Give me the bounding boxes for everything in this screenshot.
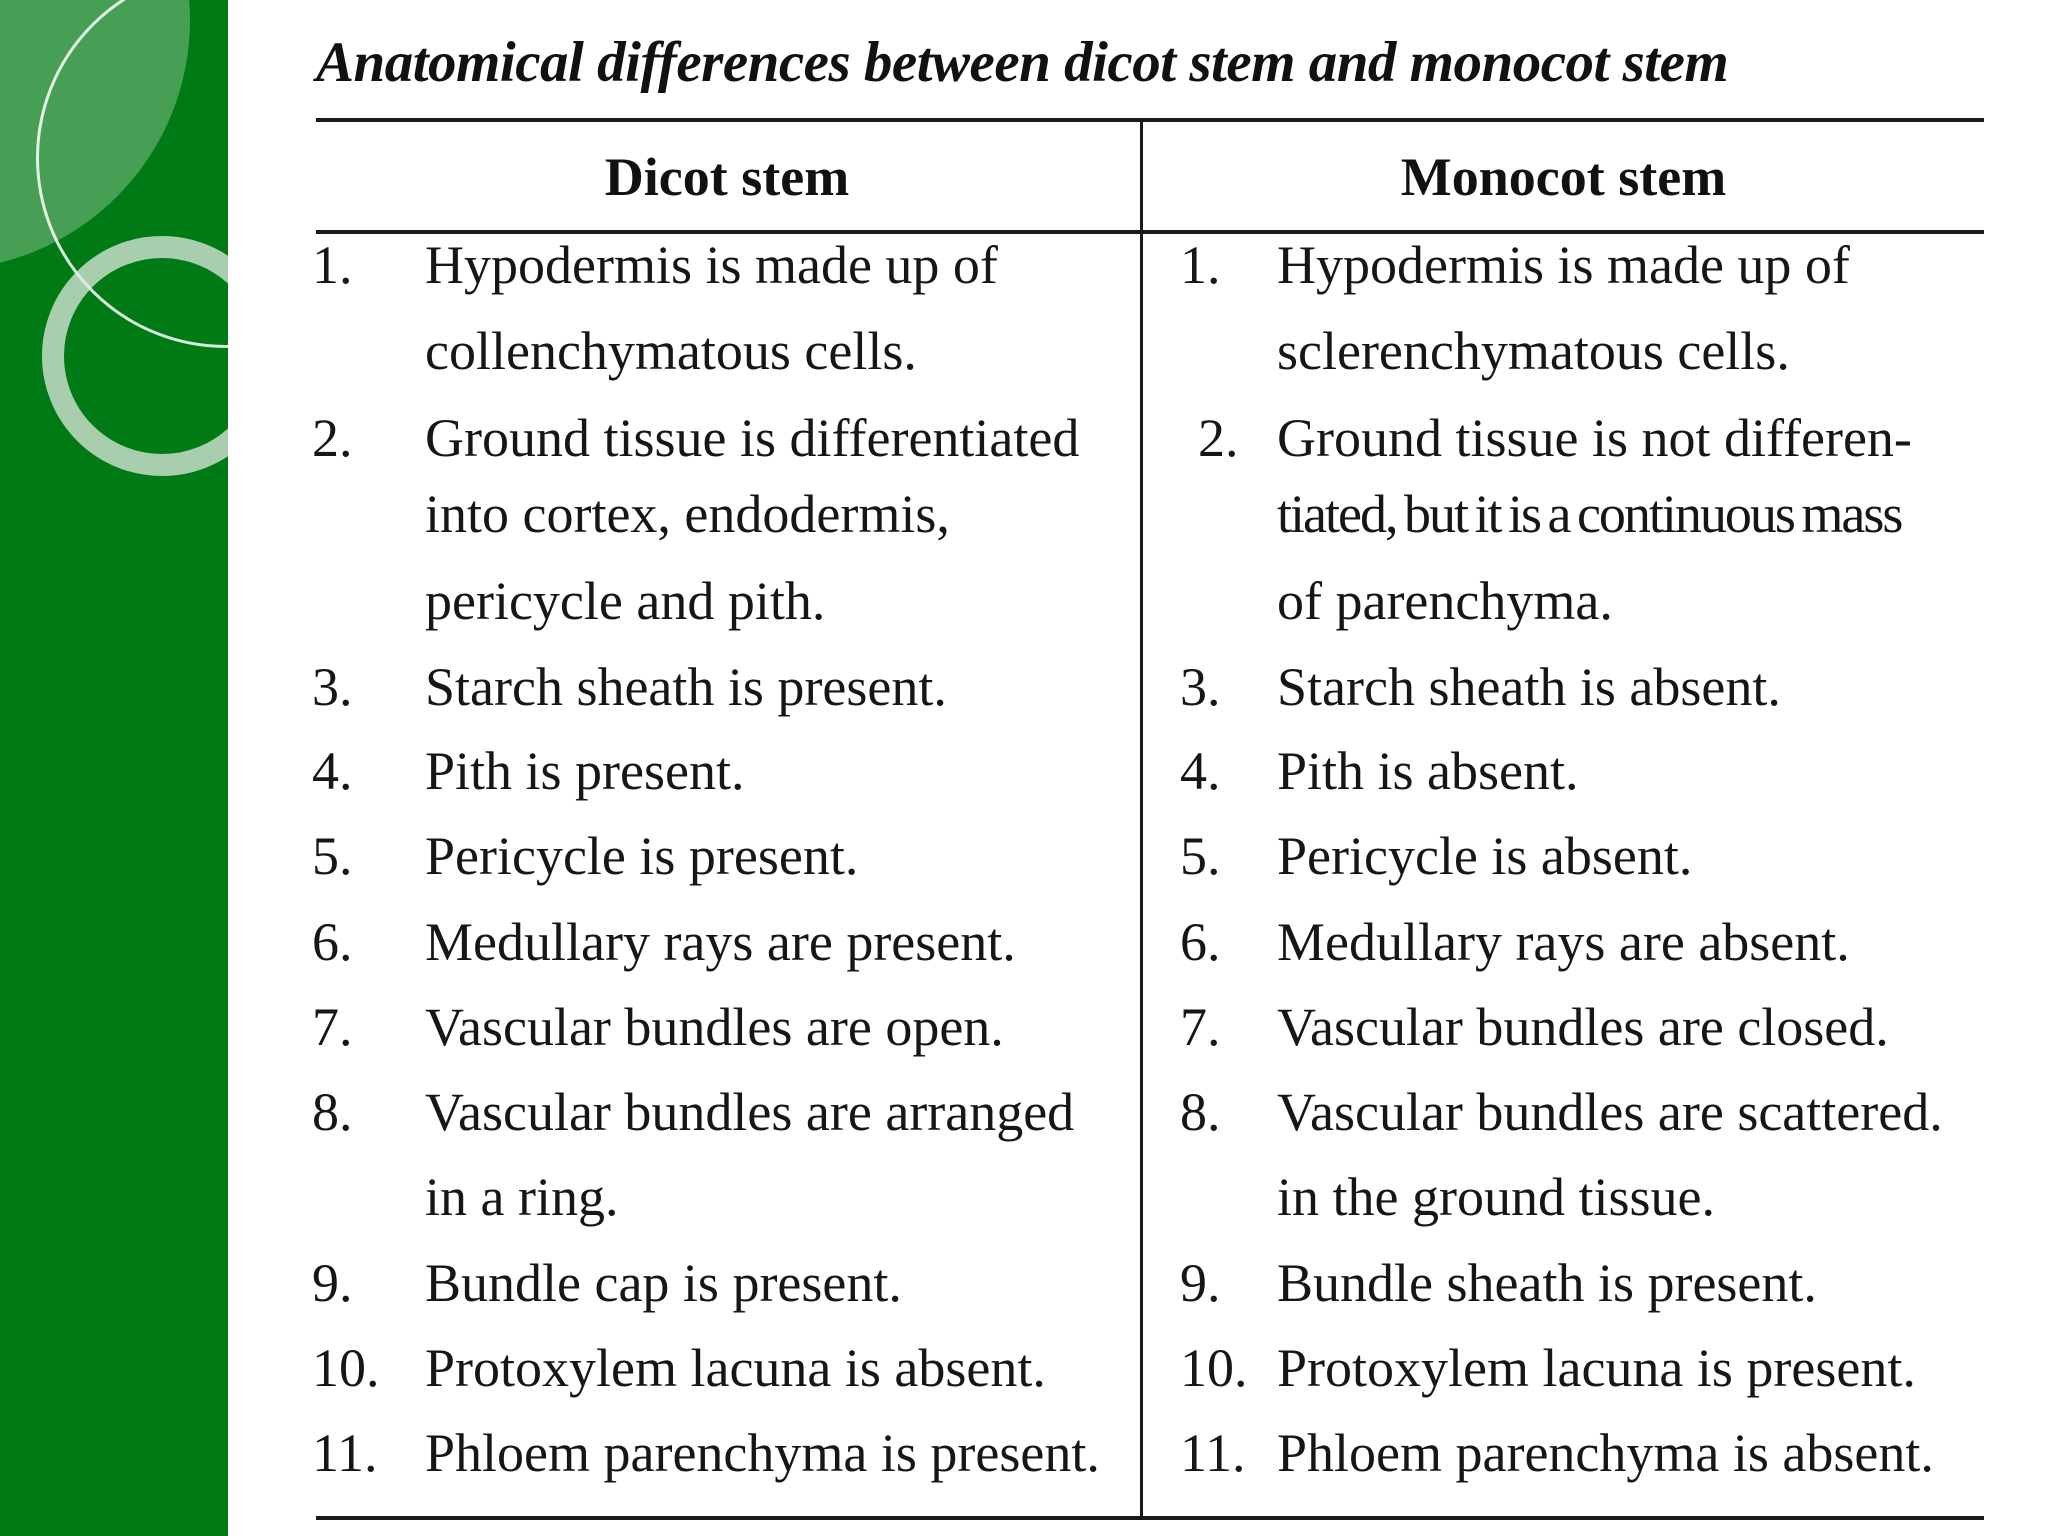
slide-title: Anatomical differences between dicot stem and monocot stem (316, 31, 1729, 94)
dicot-item-number: 9. (312, 1253, 353, 1313)
monocot-item-1-line-2 (1180, 311, 1977, 391)
monocot-item-text: Ground tissue is not differen- (1277, 408, 1912, 468)
monocot-item-number: 8. (1180, 1082, 1221, 1142)
dicot-item-text: Medullary rays are present. (425, 912, 1016, 972)
dicot-item-number: 11. (312, 1423, 378, 1483)
monocot-item-number: 4. (1180, 741, 1221, 801)
dicot-item-8-line-1 (312, 1072, 1125, 1152)
dicot-item-text: into cortex, endodermis, (425, 484, 950, 544)
decorative-sidebar (0, 0, 228, 1536)
decorative-ring (42, 236, 228, 476)
monocot-item-text: Protoxylem lacuna is present. (1277, 1338, 1916, 1398)
dicot-item-text: Bundle cap is present. (425, 1253, 902, 1313)
dicot-item-3-line-1 (312, 647, 1125, 727)
monocot-item-number: 7. (1180, 997, 1221, 1057)
dicot-item-number: 8. (312, 1082, 353, 1142)
dicot-item-text: Pith is present. (425, 741, 745, 801)
table-top-rule (316, 118, 1984, 122)
monocot-item-text: Bundle sheath is present. (1277, 1253, 1817, 1313)
monocot-item-9-line-1 (1180, 1243, 1977, 1323)
monocot-item-number: 3. (1180, 657, 1221, 717)
monocot-item-number: 1. (1180, 235, 1221, 295)
monocot-item-4-line-1 (1180, 731, 1977, 811)
column-divider (1140, 120, 1143, 1518)
monocot-item-6-line-1 (1180, 902, 1977, 982)
dicot-item-text: Vascular bundles are arranged (425, 1082, 1075, 1142)
dicot-item-number: 3. (312, 657, 353, 717)
monocot-item-10-line-1 (1180, 1328, 1977, 1408)
dicot-item-6-line-1 (312, 902, 1125, 982)
dicot-item-7-line-1 (312, 987, 1125, 1067)
dicot-item-10-line-1 (312, 1328, 1125, 1408)
dicot-item-text: in a ring. (425, 1167, 619, 1227)
monocot-item-2-line-2 (1180, 474, 1977, 554)
header-monocot-stem: Monocot stem (1400, 147, 1727, 207)
monocot-item-text: Phloem parenchyma is absent. (1277, 1423, 1934, 1483)
dicot-item-text: collenchymatous cells. (425, 321, 917, 381)
dicot-item-text: Starch sheath is present. (425, 657, 947, 717)
monocot-item-11-line-1 (1180, 1413, 1977, 1493)
monocot-item-text: Medullary rays are absent. (1277, 912, 1850, 972)
dicot-item-1-line-2 (312, 311, 1125, 391)
monocot-item-text: Pericycle is absent. (1277, 826, 1693, 886)
monocot-item-number: 5. (1180, 826, 1221, 886)
monocot-item-text: Vascular bundles are scattered. (1277, 1082, 1943, 1142)
monocot-item-8-line-2 (1180, 1157, 1977, 1237)
monocot-item-number: 10. (1180, 1338, 1248, 1398)
monocot-item-1-line-1 (1180, 225, 1977, 305)
dicot-item-number: 10. (312, 1338, 380, 1398)
monocot-item-text: sclerenchymatous cells. (1277, 321, 1790, 381)
dicot-item-text: Pericycle is present. (425, 826, 859, 886)
monocot-item-text: of parenchyma. (1277, 571, 1613, 631)
dicot-item-1-line-1 (312, 225, 1125, 305)
header-dicot-stem: Dicot stem (604, 147, 850, 207)
dicot-item-number: 1. (312, 235, 353, 295)
monocot-item-8-line-1 (1180, 1072, 1977, 1152)
dicot-item-text: Vascular bundles are open. (425, 997, 1004, 1057)
dicot-item-number: 6. (312, 912, 353, 972)
dicot-item-number: 7. (312, 997, 353, 1057)
monocot-item-3-line-1 (1180, 647, 1977, 727)
monocot-item-text: in the ground tissue. (1277, 1167, 1715, 1227)
dicot-item-2-line-1 (312, 398, 1125, 478)
dicot-item-text: Ground tissue is differentiated (425, 408, 1080, 468)
monocot-item-2-line-1 (1180, 398, 1977, 478)
dicot-item-5-line-1 (312, 816, 1125, 896)
dicot-item-9-line-1 (312, 1243, 1125, 1323)
table-bottom-rule (316, 1516, 1984, 1520)
dicot-item-8-line-2 (312, 1157, 1125, 1237)
dicot-item-number: 5. (312, 826, 353, 886)
monocot-item-2-line-3 (1180, 561, 1977, 641)
monocot-item-number: 9. (1180, 1253, 1221, 1313)
monocot-item-text: Vascular bundles are closed. (1277, 997, 1889, 1057)
dicot-item-text: pericycle and pith. (425, 571, 826, 631)
dicot-item-text: Hypodermis is made up of (425, 235, 998, 295)
dicot-item-2-line-3 (312, 561, 1125, 641)
monocot-item-text: tiated, but it is a continuous mass (1277, 484, 1902, 544)
dicot-item-number: 4. (312, 741, 353, 801)
monocot-item-text: Pith is absent. (1277, 741, 1579, 801)
dicot-item-11-line-1 (312, 1413, 1125, 1493)
dicot-item-text: Protoxylem lacuna is absent. (425, 1338, 1046, 1398)
dicot-item-4-line-1 (312, 731, 1125, 811)
monocot-item-text: Starch sheath is absent. (1277, 657, 1781, 717)
monocot-item-7-line-1 (1180, 987, 1977, 1067)
monocot-item-number: 11. (1180, 1423, 1246, 1483)
dicot-item-2-line-2 (312, 474, 1125, 554)
monocot-item-text: Hypodermis is made up of (1277, 235, 1850, 295)
dicot-item-number: 2. (312, 408, 353, 468)
dicot-item-text: Phloem parenchyma is present. (425, 1423, 1100, 1483)
monocot-item-number: 2. (1198, 408, 1239, 468)
monocot-item-5-line-1 (1180, 816, 1977, 896)
monocot-item-number: 6. (1180, 912, 1221, 972)
